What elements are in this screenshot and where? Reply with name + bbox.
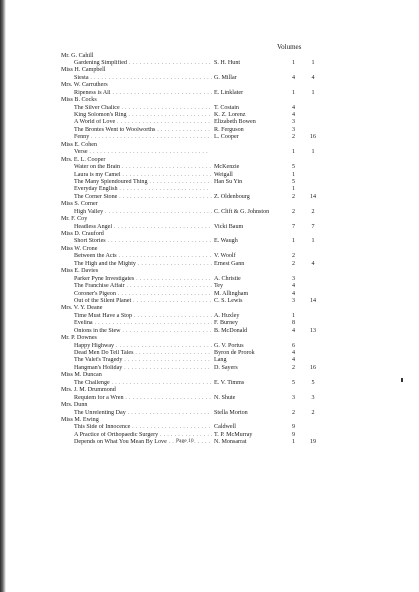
volume-count: 1 (291, 186, 296, 193)
book-entry-row (0, 395, 419, 402)
book-title: Time Must Have a Stop . . . (74, 313, 212, 320)
volume-total: 16 (309, 364, 317, 371)
volume-count: 3 (291, 394, 296, 401)
volume-total: 4 (311, 260, 315, 267)
borrower-name: Miss W. Crone (61, 245, 98, 252)
volume-total: 13 (309, 327, 317, 334)
volume-total: 1 (311, 89, 315, 96)
book-entry-row (0, 149, 419, 156)
borrower-list (0, 53, 419, 447)
book-title: King Solomon's Ring . . . (74, 112, 212, 119)
volume-total: 5 (311, 379, 315, 386)
volume-count: 1 (291, 238, 296, 245)
volume-count: 3 (291, 119, 296, 126)
book-entry-row (0, 105, 419, 112)
book-author: Byron de Prorok (214, 350, 255, 356)
volume-count: 4 (291, 283, 296, 290)
book-title: A Practice of Orthopaedic Surgery . . . (74, 432, 212, 439)
borrower-row (0, 53, 419, 60)
book-author: McKenzie (214, 164, 240, 171)
borrower-row (0, 82, 419, 89)
volume-total: 7 (311, 223, 315, 230)
book-entry-row (0, 209, 419, 216)
book-author: R. Ferguson (214, 126, 244, 133)
book-title: The Challenge . . . (74, 380, 212, 387)
volume-count: 1 (291, 59, 296, 66)
book-title: The High and the Mighty . . . (74, 261, 212, 268)
book-entry-row (0, 238, 419, 245)
book-entry-row (0, 350, 419, 357)
book-title: Short Stories . . . (74, 238, 212, 245)
book-author: Tey (214, 283, 224, 290)
volume-count: 2 (291, 193, 296, 200)
borrower-row (0, 216, 419, 223)
book-title: Evelina . . . (74, 320, 212, 327)
borrower-row (0, 142, 419, 149)
volume-count: 4 (291, 112, 296, 118)
book-title: The Valet's Tragedy . . . (74, 357, 212, 364)
borrower-name: Miss S. Corner (61, 201, 98, 208)
book-author: L. Cooper (214, 134, 239, 141)
book-title: Laura is my Camel . . . (74, 172, 212, 179)
volume-count: 4 (291, 350, 296, 356)
book-author: F. Burney (214, 320, 238, 327)
book-author: N. Monsarrat (214, 439, 247, 446)
borrower-name: Mrs. J. M. Drummond (61, 387, 116, 394)
book-entry-row (0, 320, 419, 327)
borrower-row (0, 97, 419, 104)
borrower-name: Mrs. Dunn (61, 402, 88, 409)
volume-total: 14 (309, 193, 317, 200)
book-author: Z. Oldenbourg (214, 193, 250, 200)
book-author: C. S. Lewis (214, 297, 243, 304)
borrower-row (0, 201, 419, 208)
book-entry-row (0, 119, 419, 126)
borrower-name: Mr. P. Downes (61, 335, 97, 342)
volume-count: 5 (291, 164, 296, 171)
volume-total: 2 (311, 409, 315, 416)
book-author: Ernest Gann (214, 260, 245, 267)
volume-count: 2 (291, 260, 296, 267)
volume-total: 3 (311, 394, 315, 401)
borrower-row (0, 231, 419, 238)
volume-count: 2 (291, 253, 296, 260)
volume-count: 5 (291, 379, 296, 386)
volume-count: 7 (291, 223, 296, 230)
volume-count: 3 (291, 275, 296, 282)
book-entry-row (0, 90, 419, 97)
volume-total: 1 (311, 238, 315, 245)
book-author: K. Z. Lorenz (214, 112, 246, 118)
volume-count: 2 (291, 134, 296, 141)
borrower-row (0, 402, 419, 409)
book-author: V. Woolf (214, 253, 236, 260)
volume-count: 2 (291, 364, 296, 371)
borrower-row (0, 67, 419, 74)
borrower-name: Miss M. Duncan (61, 372, 102, 379)
volume-count: 6 (291, 342, 296, 349)
borrower-row (0, 305, 419, 312)
book-entry-row (0, 357, 419, 364)
borrower-name: Mr. G. Cahill (61, 52, 94, 59)
volume-count: 4 (291, 290, 296, 297)
volume-count: 1 (291, 439, 296, 446)
book-entry-row (0, 60, 419, 67)
borrower-name: Mrs. V. Y. Deane (61, 305, 103, 312)
book-author: Lang (214, 357, 227, 364)
book-title: Hangman's Holiday . . . (74, 365, 212, 372)
book-author: Stella Morton (214, 409, 248, 416)
book-author: E. V. Timms (214, 379, 245, 386)
volume-count: 4 (291, 357, 296, 364)
book-title: Parker Pyne Investigates . . . (74, 276, 212, 283)
book-entry-row (0, 164, 419, 171)
volumes-header: Volumes (277, 43, 302, 51)
volume-count: 4 (291, 104, 296, 111)
book-author: C. Clift & G. Johnston (214, 208, 270, 215)
borrower-name: Miss D. Crauford (61, 231, 104, 237)
volume-count: 9 (291, 431, 296, 438)
borrower-name: Mr. F. Coy (61, 216, 88, 223)
book-entry-row (0, 328, 419, 335)
borrower-name: Miss B. Cocks (61, 97, 97, 104)
borrower-row (0, 268, 419, 275)
book-author: A. Christie (214, 275, 241, 282)
borrower-row (0, 372, 419, 379)
book-title: Depends on What You Mean By Love . . . (74, 439, 212, 446)
volume-count: 1 (291, 171, 296, 178)
book-title: Onions in the Stew . . . (74, 328, 212, 335)
book-entry-row (0, 172, 419, 179)
book-author: Caldwell (214, 424, 237, 431)
book-title: Happy Highway . . . (74, 343, 212, 350)
book-author: Elizabeth Bowen (214, 119, 256, 126)
book-entry-row (0, 134, 419, 141)
book-author: G. V. Portus (214, 342, 244, 349)
book-title: The Unrelenting Day . . . (74, 410, 212, 417)
volume-count: 4 (291, 74, 296, 81)
book-author: N. Shute (214, 394, 236, 401)
volume-total: 16 (309, 134, 317, 141)
volume-count: 9 (291, 424, 296, 431)
book-entry-row (0, 261, 419, 268)
book-entry-row (0, 179, 419, 186)
page-footer: Page 10 (176, 438, 194, 444)
volume-count: 4 (291, 327, 296, 334)
book-entry-row (0, 365, 419, 372)
book-title: The Corner Stone . . . (74, 194, 212, 201)
book-author: M. Allingham (214, 290, 249, 297)
volume-count: 5 (291, 178, 296, 185)
borrower-name: Mrs. E. L. Cooper (61, 156, 106, 163)
book-title: Verse . . . (74, 149, 210, 156)
book-entry-row (0, 276, 419, 283)
borrower-name: Mrs. W. Carruthers (61, 82, 108, 89)
book-title: Everyday English . . . (74, 186, 210, 193)
borrower-name: Miss E. Cohen (61, 141, 98, 148)
book-entry-row (0, 224, 419, 231)
book-entry-row (0, 291, 419, 298)
volume-count: 2 (291, 208, 296, 215)
book-title: Between the Acts . . . (74, 253, 212, 260)
volume-total: 1 (311, 149, 315, 156)
book-entry-row (0, 127, 419, 134)
book-author: S. H. Hunt (214, 59, 241, 66)
book-entry-row (0, 424, 419, 431)
book-entry-row (0, 283, 419, 290)
volume-count: 8 (291, 320, 296, 327)
book-author: Han Su Yin (214, 178, 243, 185)
volume-count: 3 (291, 126, 296, 133)
book-title: Out of the Silent Planet . . . (74, 298, 212, 305)
book-entry-row (0, 112, 419, 119)
borrower-name: Miss M. Ewing (61, 416, 99, 423)
volume-count: 2 (291, 409, 296, 416)
book-author: Vicki Baum (214, 223, 244, 230)
volume-count: 1 (291, 312, 296, 319)
book-title: The Brontes Went to Woolworths . . . (74, 127, 212, 134)
book-author: G. Millar (214, 74, 237, 81)
book-entry-row (0, 298, 419, 305)
book-title: Water on the Brain . . . (74, 164, 212, 171)
book-title: Ripeness is All . . . (74, 90, 212, 97)
book-entry-row (0, 439, 419, 446)
book-title: Coroner's Pigeon . . . (74, 291, 212, 298)
book-entry-row (0, 343, 419, 350)
book-title: Requiem for a Wren . . . (74, 395, 212, 402)
book-author: B. McDonald (214, 327, 248, 334)
book-entry-row (0, 410, 419, 417)
volume-total: 1 (311, 59, 315, 66)
borrower-row (0, 157, 419, 164)
book-entry-row (0, 380, 419, 387)
book-author: E. Linklater (214, 89, 244, 96)
volume-total: 19 (309, 439, 317, 446)
book-author: A. Huxley (214, 312, 240, 319)
book-author: E. Waugh (214, 238, 238, 245)
volume-count: 3 (291, 297, 296, 304)
book-title: The Many Splendoured Thing . . . (74, 179, 212, 186)
book-author: Weigall (214, 171, 233, 178)
borrower-row (0, 387, 419, 394)
book-author: T. P. McMurray (214, 431, 253, 438)
book-entry-row (0, 75, 419, 82)
book-title: Dead Men Do Tell Tales . . . (74, 350, 212, 357)
book-title: Gardening Simplified . . . (74, 60, 212, 67)
borrower-row (0, 335, 419, 342)
volume-total: 4 (311, 74, 315, 81)
borrower-row (0, 246, 419, 253)
book-author: D. Sayers (214, 364, 238, 371)
book-entry-row (0, 186, 419, 193)
volume-total: 2 (311, 208, 315, 215)
book-title: Fenny . . . (74, 134, 212, 141)
book-title: A World of Love . . . (74, 119, 212, 126)
book-title: The Franchise Affair . . . (74, 283, 212, 290)
book-title: The Silver Chalice . . . (74, 105, 212, 112)
book-entry-row (0, 313, 419, 320)
book-title: Siesta . . . (74, 75, 212, 82)
book-entry-row (0, 432, 419, 439)
book-title: Headless Angel . . . (74, 224, 212, 231)
borrower-name: Miss E. Davies (61, 268, 99, 275)
volume-total: 14 (309, 297, 317, 304)
volume-count: 1 (291, 149, 296, 156)
volume-count: 1 (291, 89, 296, 96)
book-author: T. Costain (214, 104, 239, 111)
book-entry-row (0, 253, 419, 260)
book-entry-row (0, 194, 419, 201)
book-title: This Side of Innocence . . . (74, 424, 212, 431)
book-title: High Valley . . . (74, 209, 212, 216)
borrower-name: Miss H. Campbell (61, 67, 106, 74)
borrower-row (0, 417, 419, 424)
